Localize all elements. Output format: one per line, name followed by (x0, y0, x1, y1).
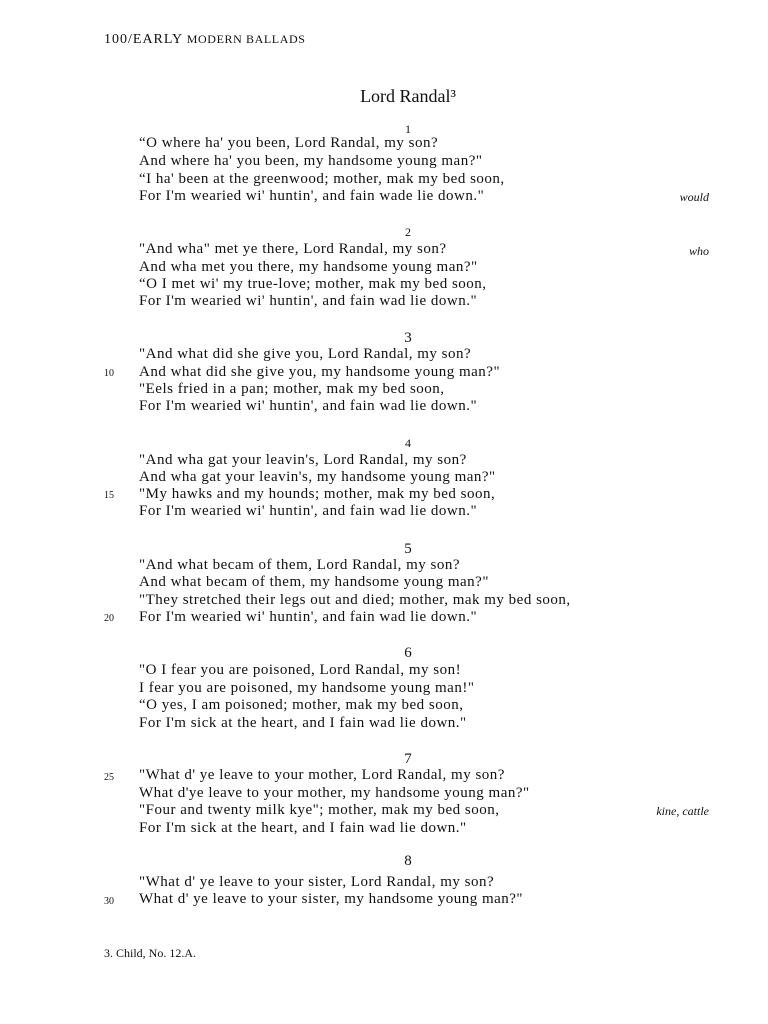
verse-line: For I'm wearied wi' huntin', and fain wad lie down." (139, 293, 478, 309)
header-book-title: MODERN BALLADS (186, 32, 306, 46)
verse-line: For I'm wearied wi' huntin', and fain wad lie down." (139, 609, 478, 625)
line-number: 10 (104, 368, 114, 379)
margin-gloss: who (688, 244, 709, 258)
running-header (104, 32, 306, 48)
verse-line: "Eels fried in a pan; mother, mak my bed soon, (139, 381, 445, 397)
verse-line: I fear you are poisoned, my handsome young man!" (139, 680, 475, 696)
line-number: 30 (104, 896, 114, 907)
verse-line: “I ha' been at the greenwood; mother, mak my bed soon, (139, 171, 505, 187)
verse-line: For I'm sick at the heart, and I fain wad lie down." (139, 715, 467, 731)
margin-gloss: would (679, 190, 709, 204)
verse-line: For I'm sick at the heart, and I fain wad lie down." (139, 820, 467, 836)
stanza-number: 4 (405, 436, 411, 450)
verse-line: "My hawks and my hounds; mother, mak my bed soon, (139, 486, 496, 502)
verse-line: "And what did she give you, Lord Randal, my son? (139, 346, 472, 362)
verse-line: "Four and twenty milk kye"; mother, mak my bed soon, (139, 802, 500, 818)
stanza-number: 5 (404, 541, 412, 557)
stanza-number: 2 (405, 225, 411, 239)
verse-line: And wha met you there, my handsome young man?" (139, 259, 478, 275)
verse-line: And wha gat your leavin's, my handsome young man?" (139, 469, 496, 485)
verse-line: "O I fear you are poisoned, Lord Randal, my son! (139, 662, 462, 678)
footnote: 3. Child, No. 12.A. (104, 946, 197, 960)
stanza-number: 3 (404, 330, 412, 346)
page-number: 100 (104, 32, 128, 47)
line-number: 20 (104, 613, 114, 624)
poem-title: Lord Randal³ (360, 86, 456, 106)
verse-line: For I'm wearied wi' huntin', and fain wade lie down." (139, 188, 485, 204)
verse-line: For I'm wearied wi' huntin', and fain wad lie down." (139, 503, 478, 519)
verse-line: "And wha gat your leavin's, Lord Randal, my son? (139, 452, 467, 468)
verse-line: “O I met wi' my true-love; mother, mak my bed soon, (139, 276, 487, 292)
stanza-number: 6 (404, 645, 412, 661)
verse-line: "And what becam of them, Lord Randal, my son? (139, 557, 461, 573)
verse-line: “O yes, I am poisoned; mother, mak my bed soon, (139, 697, 464, 713)
line-number: 25 (104, 772, 114, 783)
margin-gloss: kine, cattle (656, 804, 709, 818)
verse-line: What d' ye leave to your sister, my handsome young man?" (139, 891, 524, 907)
verse-line: “O where ha' you been, Lord Randal, my son? (139, 135, 439, 151)
line-number: 15 (104, 490, 114, 501)
verse-line: And what did she give you, my handsome young man?" (139, 364, 501, 380)
verse-line: "And wha" met ye there, Lord Randal, my son? (139, 241, 447, 257)
verse-line: And what becam of them, my handsome young man?" (139, 574, 489, 590)
stanza-number: 7 (404, 751, 412, 767)
header-section: /EARLY (128, 32, 184, 47)
verse-line: "What d' ye leave to your sister, Lord Randal, my son? (139, 874, 495, 890)
verse-line: What d'ye leave to your mother, my handsome young man?" (139, 785, 530, 801)
verse-line: For I'm wearied wi' huntin', and fain wad lie down." (139, 398, 478, 414)
verse-line: And where ha' you been, my handsome young man?" (139, 153, 483, 169)
stanza-number: 8 (404, 853, 412, 869)
verse-line: "What d' ye leave to your mother, Lord Randal, my son? (139, 767, 505, 783)
stanza-number: 1 (405, 122, 411, 136)
verse-line: "They stretched their legs out and died; mother, mak my bed soon, (139, 592, 571, 608)
